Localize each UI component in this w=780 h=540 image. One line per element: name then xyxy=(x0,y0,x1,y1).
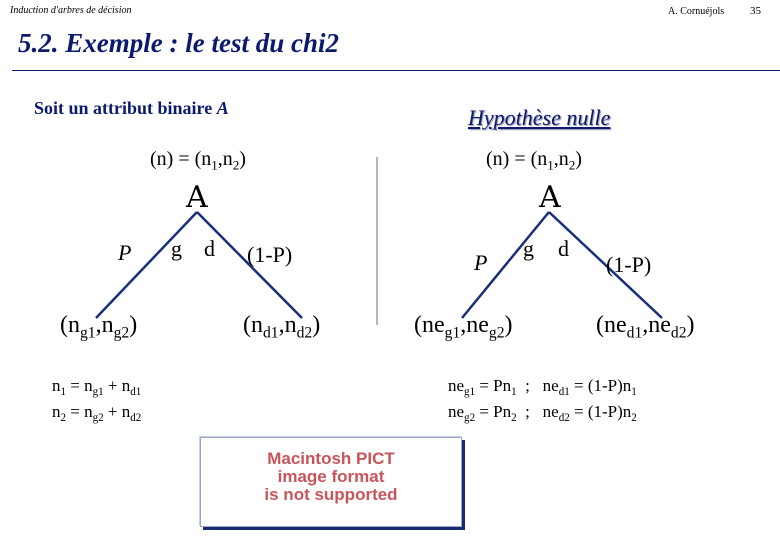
right-formula-g2: $ne_{g2} = Pn_2$ ; $ne_{d2} = (1-P)n_2$ xyxy=(448,402,637,424)
pict-line-2: image format xyxy=(277,467,385,486)
unsupported-image-placeholder xyxy=(200,437,462,527)
null-hypothesis-heading: Hypothèse nulle xyxy=(468,105,611,130)
right-distribution: $(n) = (n_1,n_2)$ xyxy=(486,148,582,173)
pict-line-1: Macintosh PICT xyxy=(267,449,395,468)
right-label-p: P xyxy=(474,250,488,275)
left-label-d: d xyxy=(204,236,215,261)
right-label-one-minus-p: (1-P) xyxy=(606,252,652,277)
left-formula-n1: $n_1 = n_{g1} + n_{d1}$ xyxy=(52,376,142,398)
left-label-one-minus-p: (1-P) xyxy=(247,242,293,267)
header-course-title: Induction d'arbres de décision xyxy=(10,5,132,16)
right-label-g: g xyxy=(523,236,534,261)
left-intro: Soit un attribut binaire A xyxy=(34,98,229,118)
left-label-g: g xyxy=(171,236,182,261)
right-label-d: d xyxy=(558,236,569,261)
left-node-a: A xyxy=(186,180,208,215)
right-node-a: A xyxy=(539,180,561,215)
page-number: 35 xyxy=(750,5,761,17)
right-leaf-d: $(ne_{d1},ne_{d2})$ xyxy=(596,312,695,342)
page-title: 5.2. Exemple : le test du chi2 xyxy=(18,28,339,58)
left-distribution: $(n) = (n_1,n_2)$ xyxy=(150,148,246,173)
pict-line-3: is not supported xyxy=(264,485,398,504)
right-leaf-g: $(ne_{g1},ne_{g2})$ xyxy=(414,312,513,342)
left-leaf-d: $(n_{d1},n_{d2})$ xyxy=(243,312,321,342)
left-label-p: P xyxy=(118,240,132,265)
left-formula-n2: $n_2 = n_{g2} + n_{d2}$ xyxy=(52,402,142,424)
right-formula-g1: $ne_{g1} = Pn_1$ ; $ne_{d1} = (1-P)n_1$ xyxy=(448,376,637,398)
header-author: A. Cornuéjols xyxy=(668,6,725,17)
left-leaf-g: $(n_{g1},n_{g2})$ xyxy=(60,312,138,342)
left-tree-branch-left xyxy=(96,212,197,318)
